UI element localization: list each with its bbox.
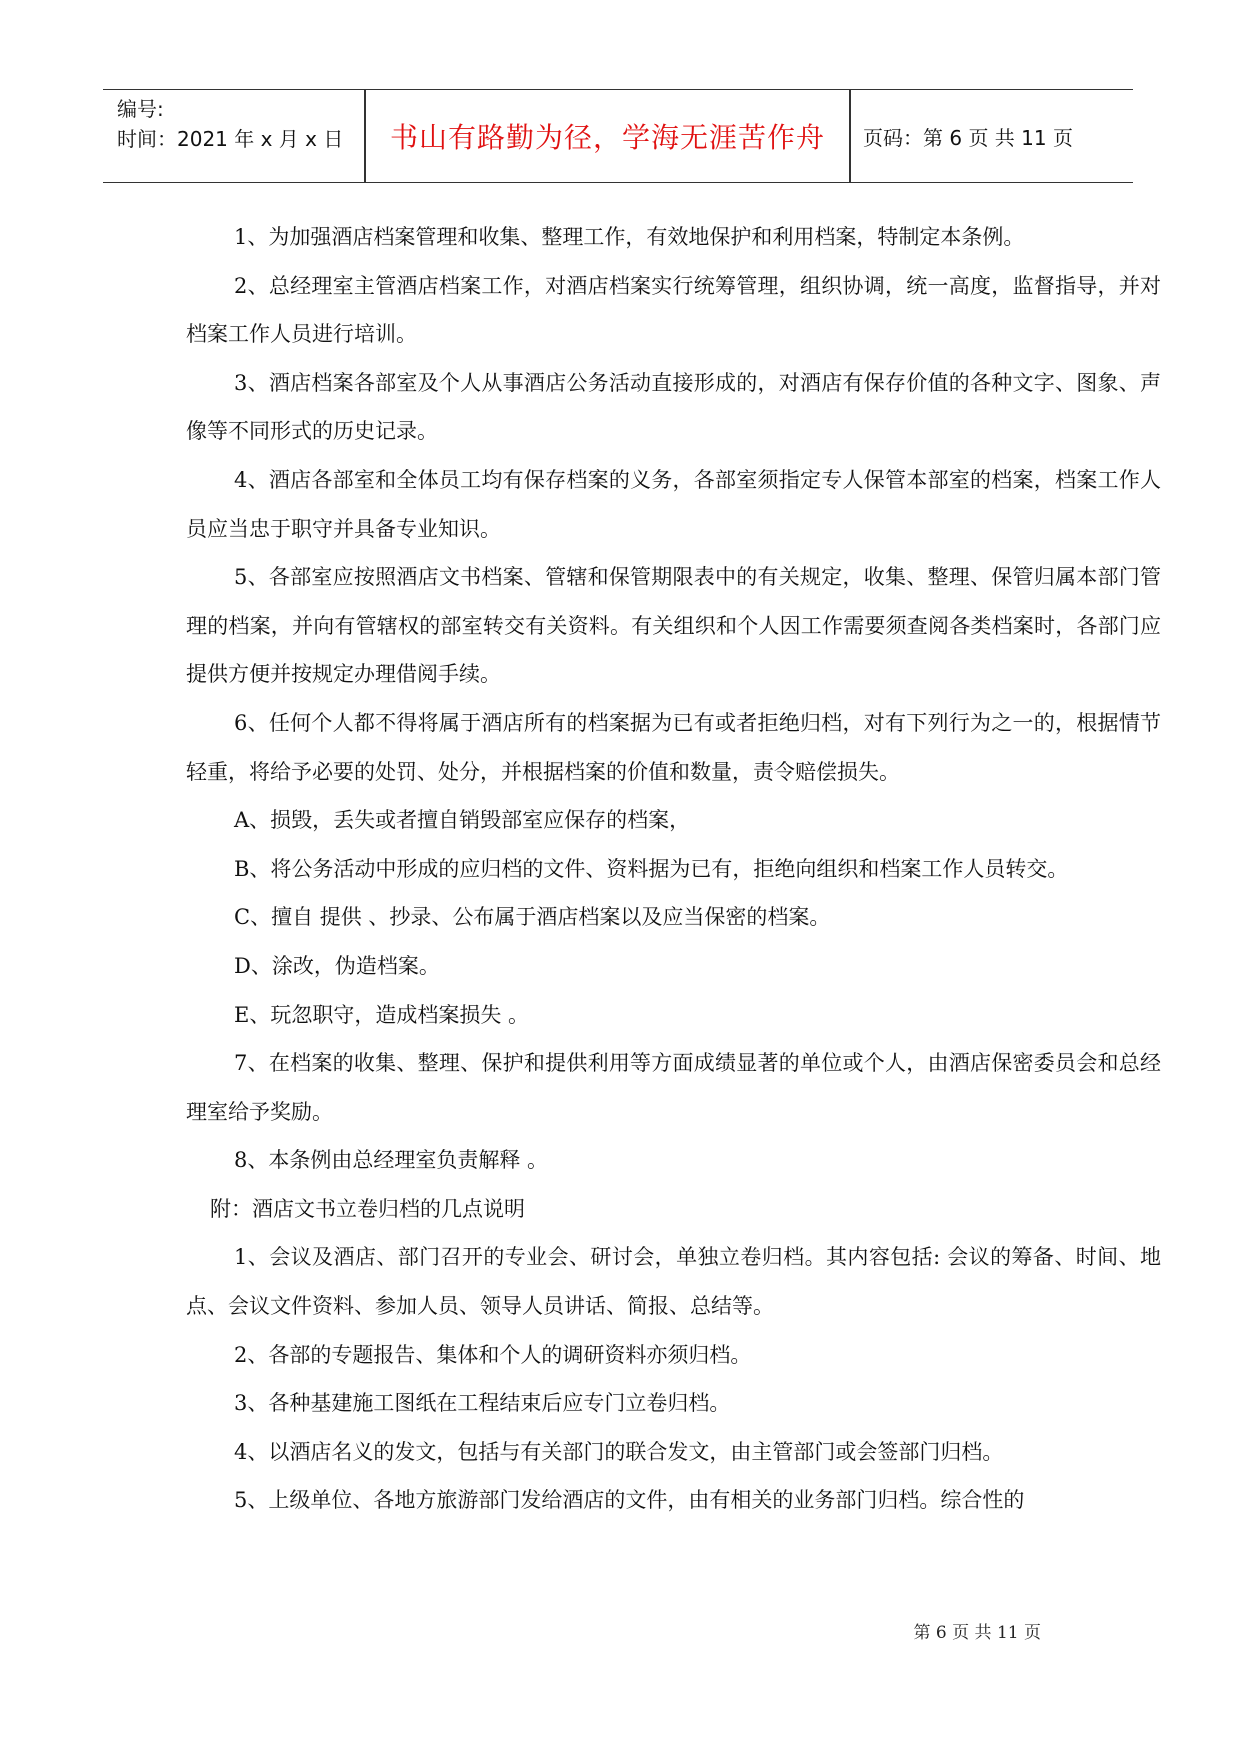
appendix-item-5: 5、上级单位、各地方旅游部门发给酒店的文件，由有相关的业务部门归档。综合性的 (234, 1488, 1025, 1513)
article-7: 7、在档案的收集、整理、保护和提供利用等方面成绩显著的单位或个人，由酒店保密委员会和总经理室给予奖励。 (186, 1051, 1161, 1124)
article-6-item-a: A、损毁，丢失或者擅自销毁部室应保存的档案， (234, 808, 691, 833)
article-8: 8、本条例由总经理室负责解释 。 (234, 1148, 549, 1173)
header-page-number: 页码：第 6 页 共 11 页 (863, 125, 1073, 150)
article-2: 2、总经理室主管酒店档案工作，对酒店档案实行统筹管理，组织协调，统一高度，监督指导，并对档案工作人员进行培训。 (186, 273, 1161, 347)
document-number-label: 编号: (117, 97, 164, 121)
appendix-item-2: 2、各部的专题报告、集体和个人的调研资料亦须归档。 (234, 1342, 752, 1367)
article-3: 3、酒店档案各部室及个人从事酒店公务活动直接形成的，对酒店有保存价值的各种文字、图象、声像等不同形式的历史记录。 (186, 370, 1161, 444)
document-time-label: 时间：2021 年 x 月 x 日 (117, 127, 344, 151)
document-body (186, 213, 1161, 1525)
page-footer: 第 6 页 共 11 页 (913, 1623, 1041, 1643)
article-6-item-c: C、擅自 提供 、抄录、公布属于酒店档案以及应当保密的档案。 (234, 905, 831, 930)
header-motto: 书山有路勤为径，学海无涯苦作舟 (389, 121, 825, 154)
article-4: 4、酒店各部室和全体员工均有保存档案的义务，各部室须指定专人保管本部室的档案，档案工作人员应当忠于职守并具备专业知识。 (186, 467, 1161, 541)
header-meta (117, 94, 367, 154)
article-6-item-e: E、玩忽职守，造成档案损失 。 (234, 1002, 530, 1027)
article-5: 5、各部室应按照酒店文书档案、管辖和保管期限表中的有关规定，收集、整理、保管归属本部门管理的档案，并向有管辖权的部室转交有关资料。有关组织和个人因工作需要须查阅各类档案时，各部门应提供方便并按规定办理借阅手续。 (186, 565, 1161, 687)
article-6-item-d: D、涂改，伪造档案。 (234, 953, 440, 978)
article-6-item-b: B、将公务活动中形成的应归档的文件、资料据为已有，拒绝向组织和档案工作人员转交。 (234, 856, 1069, 881)
article-1: 1、为加强酒店档案管理和收集、整理工作，有效地保护和利用档案，特制定本条例。 (234, 225, 1025, 249)
appendix-item-4: 4、以酒店名义的发文，包括与有关部门的联合发文，由主管部门或会签部门归档。 (234, 1439, 1004, 1464)
header-divider-right (849, 90, 851, 182)
appendix-item-3: 3、各种基建施工图纸在工程结束后应专门立卷归档。 (234, 1391, 731, 1416)
article-6: 6、任何个人都不得将属于酒店所有的档案据为已有或者拒绝归档，对有下列行为之一的，根据情节轻重，将给予必要的处罚、处分，并根据档案的价值和数量，责令赔偿损失。 (186, 710, 1161, 784)
appendix-title: 附：酒店文书立卷归档的几点说明 (210, 1196, 525, 1221)
page-header (103, 89, 1133, 183)
appendix-item-1: 1、会议及酒店、部门召开的专业会、研讨会，单独立卷归档。其内容包括: 会议的筹备、时间、地点、会议文件资料、参加人员、领导人员讲话、简报、总结等。 (186, 1245, 1161, 1319)
